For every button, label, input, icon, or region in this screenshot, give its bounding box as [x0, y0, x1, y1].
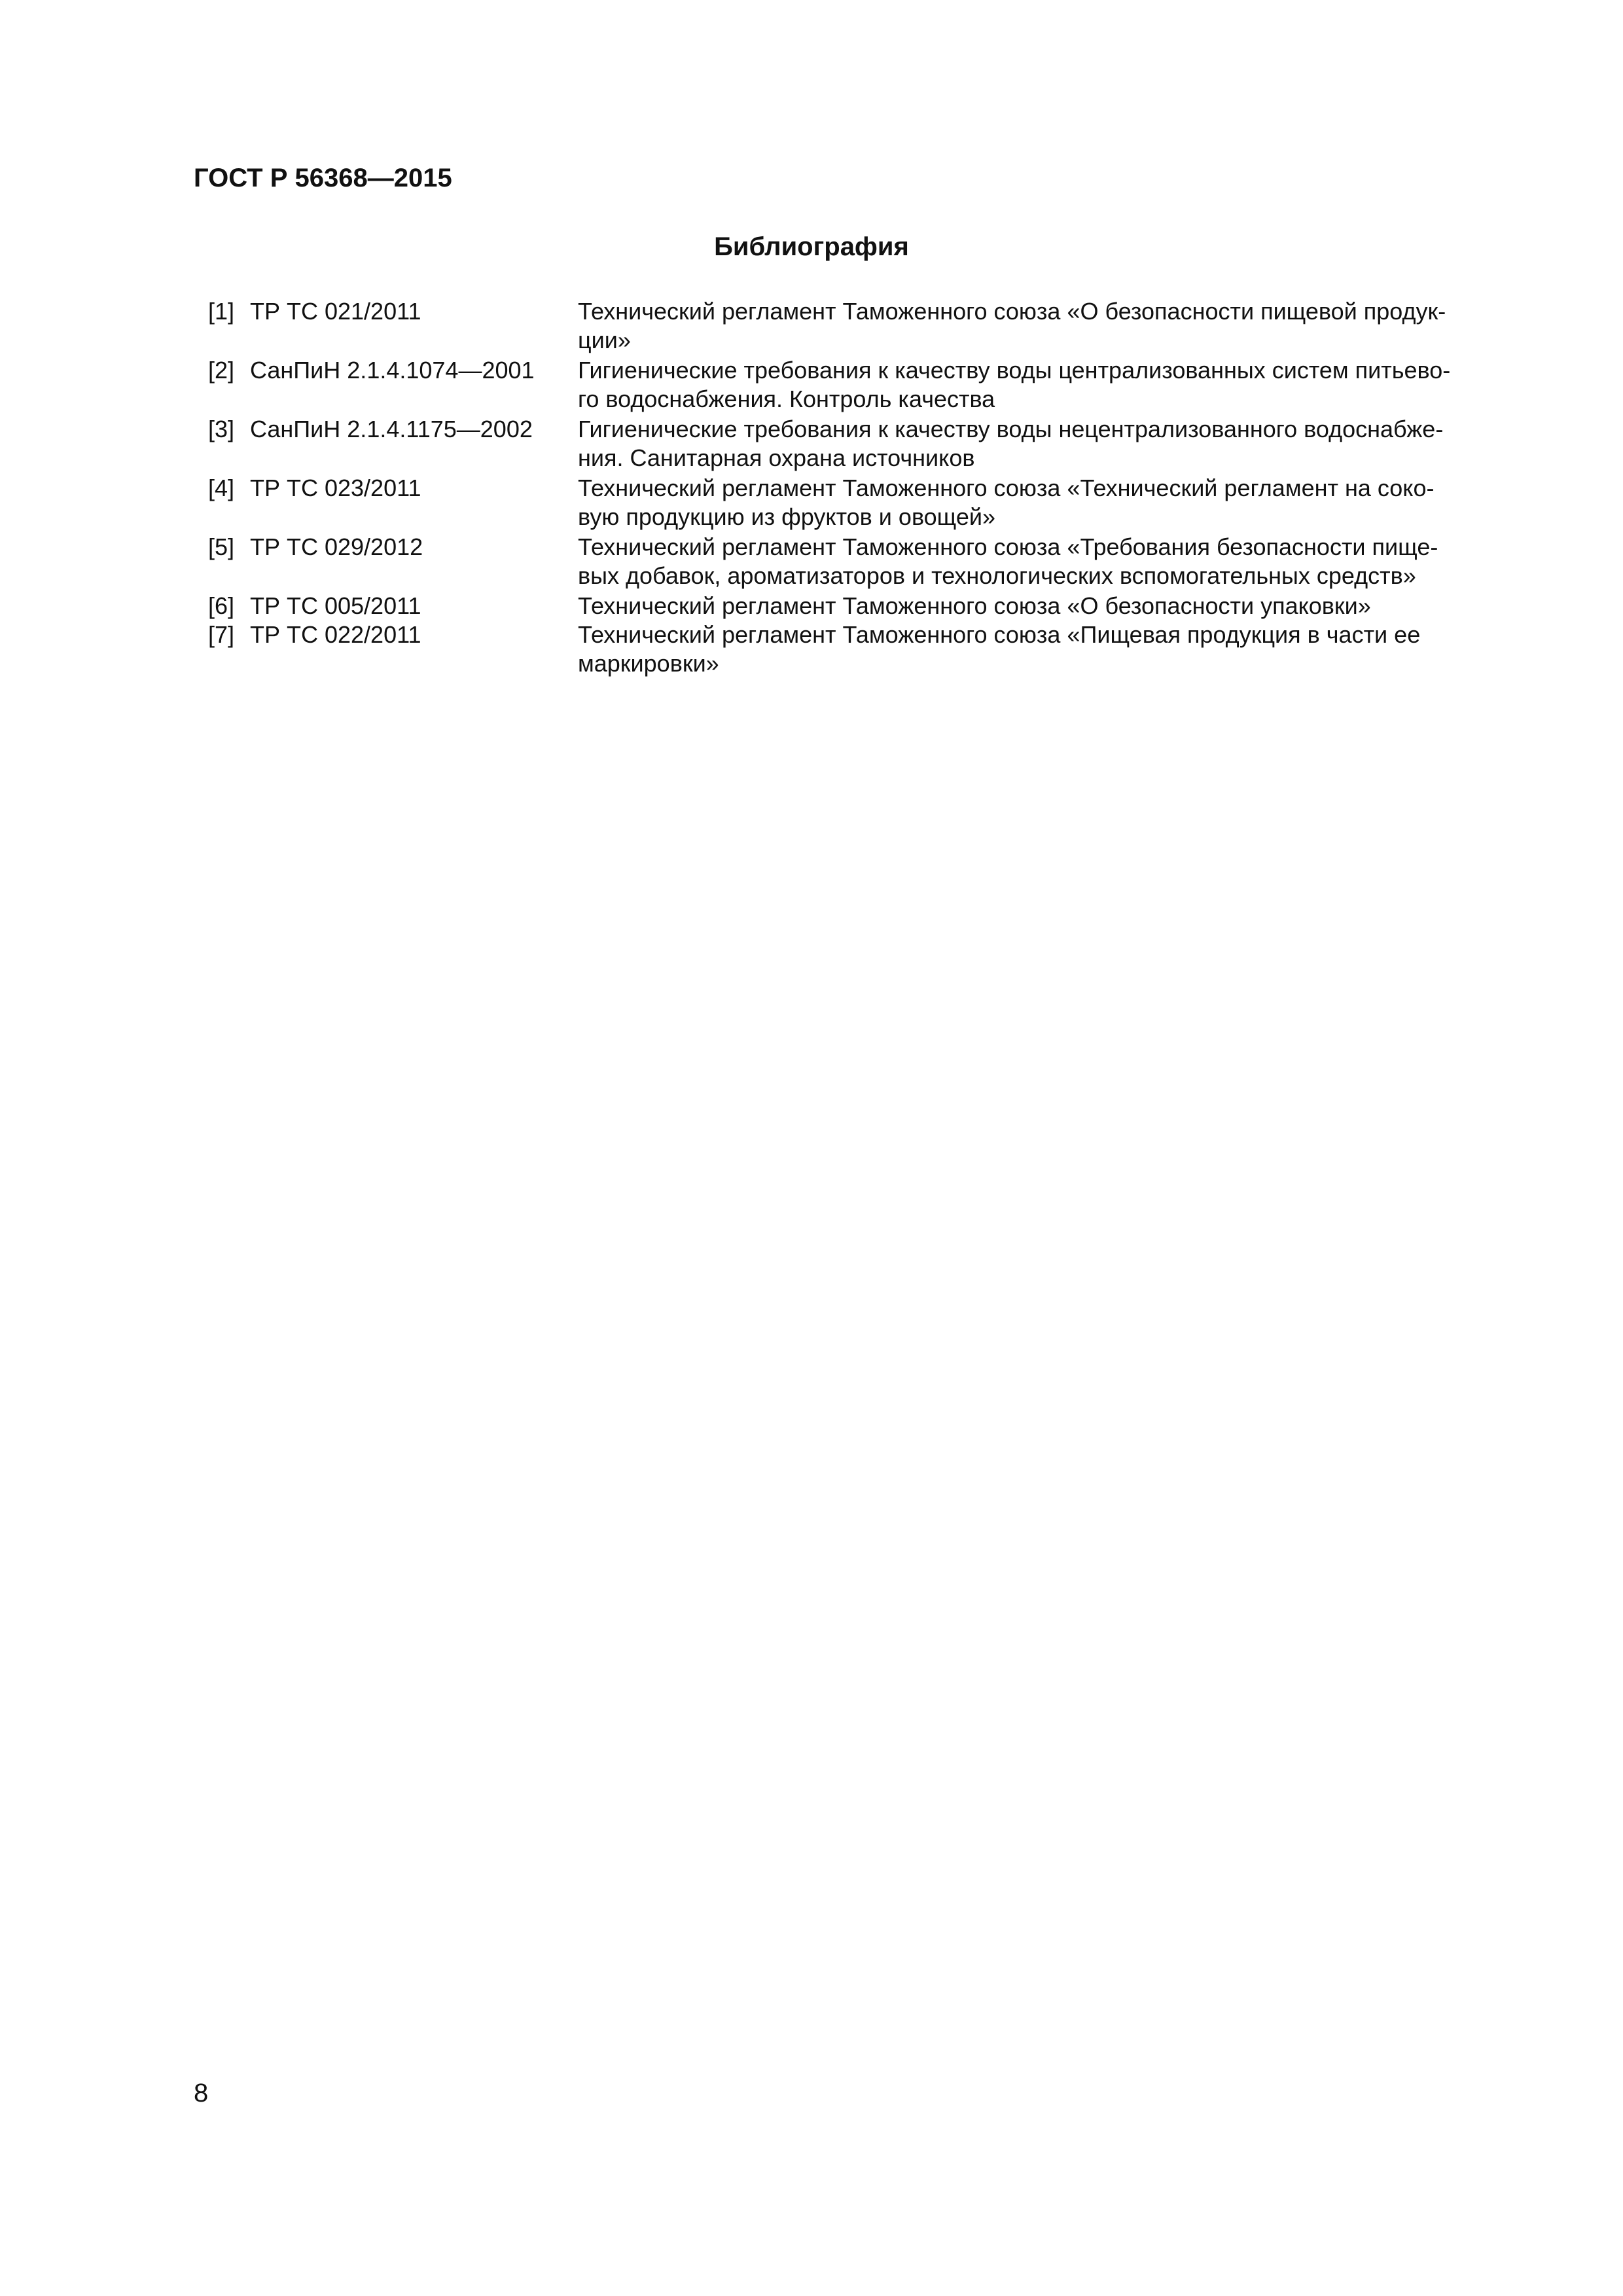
- entry-number: [6]: [208, 592, 235, 619]
- entry-title: Технический регламент Таможенного союза «О безопасности пищевой продук- ции»: [578, 298, 1446, 353]
- entry-number: [5]: [208, 533, 235, 560]
- entry-title: Гигиенические требования к качеству воды нецентрализованного водоснабже- ния. Санитарная охрана источников: [578, 416, 1444, 471]
- bibliography-entry: [208, 415, 1492, 473]
- entry-reference: СанПиН 2.1.4.1074—2001: [250, 357, 535, 384]
- entry-reference: СанПиН 2.1.4.1175—2002: [250, 416, 533, 442]
- bibliography-entry: [208, 620, 1492, 678]
- entry-reference: ТР ТС 022/2011: [250, 621, 421, 648]
- entry-number: [1]: [208, 298, 235, 325]
- entry-title: Технический регламент Таможенного союза «Требования безопасности пище- вых добавок, ароматизаторов и технологических вспомогательных средств»: [578, 533, 1438, 589]
- entry-title: Технический регламент Таможенного союза «Технический регламент на соко- вую продукцию из фруктов и овощей»: [578, 475, 1435, 530]
- entry-reference: ТР ТС 023/2011: [250, 475, 421, 501]
- entry-reference: ТР ТС 021/2011: [250, 298, 421, 325]
- section-title: Библиография: [714, 232, 909, 261]
- bibliography-entry: [208, 297, 1492, 355]
- bibliography-entry: [208, 533, 1492, 590]
- bibliography-entry: [208, 474, 1492, 531]
- entry-number: [2]: [208, 357, 235, 384]
- document-code-header: ГОСТ Р 56368—2015: [194, 164, 452, 192]
- entry-number: [4]: [208, 475, 235, 501]
- entry-title: Гигиенические требования к качеству воды централизованных систем питьево- го водоснабжения. Контроль качества: [578, 357, 1451, 412]
- entry-reference: ТР ТС 005/2011: [250, 592, 421, 619]
- entry-reference: ТР ТС 029/2012: [250, 533, 423, 560]
- entry-number: [3]: [208, 416, 235, 442]
- bibliography-list: [208, 297, 1492, 678]
- page-number: 8: [194, 2079, 209, 2108]
- bibliography-entry: [208, 356, 1492, 414]
- bibliography-entry: [208, 592, 1492, 620]
- entry-number: [7]: [208, 621, 235, 648]
- entry-title: Технический регламент Таможенного союза «Пищевая продукция в части ее маркировки»: [578, 621, 1421, 677]
- entry-title: Технический регламент Таможенного союза «О безопасности упаковки»: [578, 592, 1371, 619]
